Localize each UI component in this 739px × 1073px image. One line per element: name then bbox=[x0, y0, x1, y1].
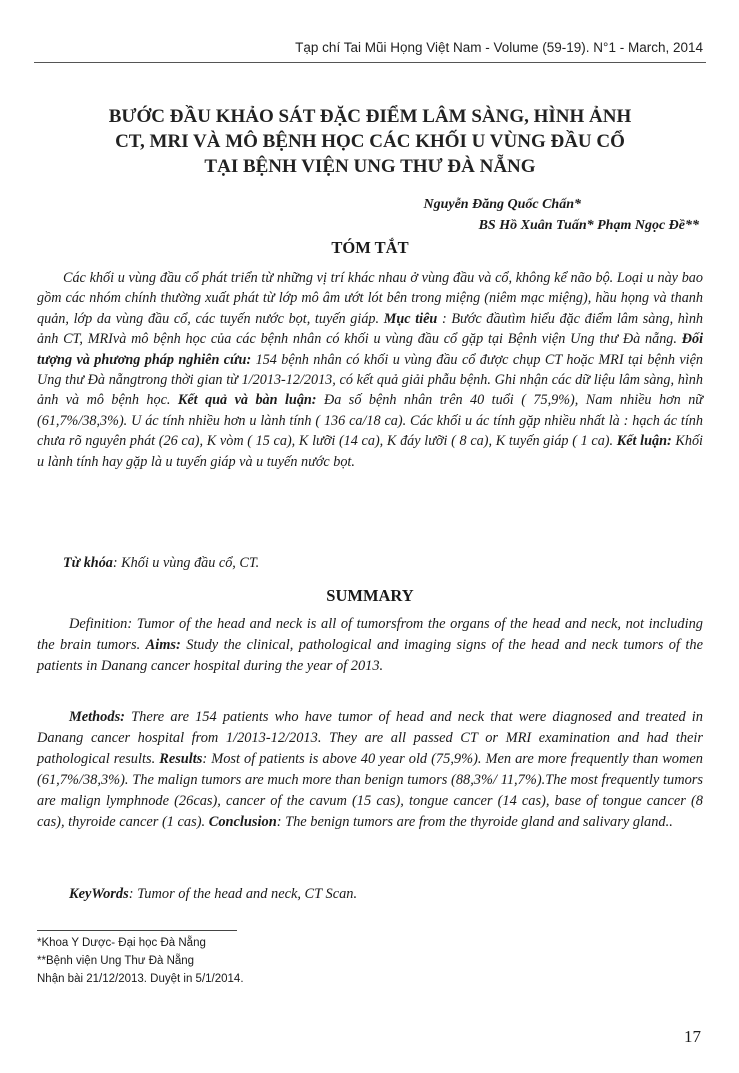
keywords-en bbox=[37, 884, 703, 905]
results-text-en: : Most of patients is above 40 year old (75,9%). Men are more frequently than women (61,7%/38,3%). The malign tumors are much more than benign tumors (88,3%/ 11,7%).The most frequently tumors are malign lymphnode (26cas), cancer of the cavum (15 cas), tongue cancer (14 cas), base of tongue cancer (8 cas), thyroide cancer (1 cas). bbox=[37, 751, 703, 830]
footnotes bbox=[37, 934, 437, 988]
abstract-methods: 154 bệnh nhân có khối u vùng đầu cổ được chụp CT hoặc MRI tại bệnh viện Ung thư Đà nẵngtrong thời gian từ 1/2013-12/2013, có kết quả giải phẫu bệnh. Ghi nhận các dữ liệu lâm sàng, hình ảnh và mô bệnh học. bbox=[37, 351, 704, 409]
page-number: 17 bbox=[684, 1027, 701, 1046]
header-rule bbox=[34, 62, 706, 63]
results-label-vi: Kết quả và bàn luận: bbox=[177, 392, 317, 409]
methods-label-vi: Đối tượng và phương pháp nghiên cứu: bbox=[37, 331, 704, 368]
title-line-2: CT, MRI VÀ MÔ BỆNH HỌC CÁC KHỐI U VÙNG ĐẦU CỔ bbox=[115, 131, 625, 152]
methods-label-en: Methods: bbox=[69, 709, 125, 725]
abstract-conclusion: Khối u lành tính hay gặp là u tuyến giáp và u tuyến nước bọt. bbox=[37, 433, 703, 470]
abstract-intro: Các khối u vùng đầu cổ phát triển từ những vị trí khác nhau ở vùng đầu và cổ, không kể não bộ. Loại u này bao gồm các nhóm chính thường xuất phát từ lớp mô âm ướt lót bên trong miệng (niêm mạc miệng), hầu họng và thanh quản, lớp da vùng đầu cổ, các tuyến nước bọt, tuyến giáp. bbox=[37, 270, 703, 327]
keywords-vi bbox=[37, 553, 703, 573]
conclusion-text-en: : The benign tumors are from the thyroide gland and salivary gland.. bbox=[276, 814, 673, 830]
definition-label: Definition bbox=[69, 616, 128, 632]
aims-text: Study the clinical, pathological and imaging signs of the head and neck tumors of the patients in Danang cancer hospital during the year of 2013. bbox=[37, 637, 703, 674]
abstract-aim: : Bước đầutìm hiểu đặc điểm lâm sàng, hình ảnh CT, MRIvà mô bệnh học của các bệnh nhân có khối u vùng đầu cổ gặp tại Bệnh viện Ung thư Đà nẵng. bbox=[37, 310, 704, 348]
footnote-affiliation-2: **Bệnh viện Ung Thư Đà Nẵng bbox=[37, 955, 195, 967]
methods-text-en: There are 154 patients who have tumor of head and neck that were diagnosed and treated in Danang cancer hospital from 1/2013-12/2013. They are all passed CT or MRI examination and had their pathological results. bbox=[37, 709, 703, 767]
keywords-text-vi: : Khối u vùng đầu cổ, CT. bbox=[112, 555, 260, 571]
aim-label: Mục tiêu bbox=[383, 310, 438, 327]
summary-heading: SUMMARY bbox=[326, 586, 414, 605]
title-line-3: TẠI BỆNH VIỆN UNG THƯ ĐÀ NẴNG bbox=[204, 156, 536, 177]
authors bbox=[299, 194, 699, 236]
footnote-affiliation-1: *Khoa Y Dược- Đại học Đà Nẵng bbox=[37, 937, 206, 949]
summary-paragraph-2 bbox=[37, 707, 703, 833]
title-line-1: BƯỚC ĐẦU KHẢO SÁT ĐẶC ĐIỂM LÂM SÀNG, HÌNH ẢNH bbox=[108, 106, 632, 127]
footnote-rule bbox=[37, 930, 237, 931]
aims-label: Aims: bbox=[145, 637, 181, 653]
conclusion-label-vi: Kết luận: bbox=[616, 433, 672, 450]
article-title bbox=[40, 104, 700, 179]
keywords-label-vi: Từ khóa bbox=[63, 555, 113, 571]
conclusion-label-en: Conclusion bbox=[208, 814, 277, 830]
journal-header: Tạp chí Tai Mũi Họng Việt Nam - Volume (59-19). N°1 - March, 2014 bbox=[295, 40, 703, 55]
author-line-2: BS Hồ Xuân Tuấn* Phạm Ngọc Đề** bbox=[478, 218, 699, 233]
results-label-en: Results bbox=[159, 751, 203, 767]
author-line-1: Nguyễn Đăng Quốc Chấn* bbox=[423, 197, 581, 212]
summary-paragraph-1 bbox=[37, 614, 703, 677]
definition-text: : Tumor of the head and neck is all of tumorsfrom the organs of the head and neck, not including the brain tumors. bbox=[37, 616, 703, 653]
keywords-text-en: : Tumor of the head and neck, CT Scan. bbox=[128, 886, 358, 902]
footnote-dates: Nhận bài 21/12/2013. Duyệt in 5/1/2014. bbox=[37, 973, 244, 985]
keywords-label-en: KeyWords bbox=[69, 886, 129, 902]
abstract-heading: TÓM TẮT bbox=[331, 238, 409, 257]
abstract-paragraph bbox=[37, 268, 703, 472]
abstract-results: Đa số bệnh nhân trên 40 tuổi ( 75,9%), Nam nhiều hơn nữ (61,7%/38,3%). U ác tính nhiều hơn u lành tính ( 136 ca/18 ca). Các khối u ác tính gặp nhiều nhất là : hạch ác tính chưa rõ nguyên phát (26 ca), K vòm ( 15 ca), K lưỡi (14 ca), K đáy lưỡi ( 8 ca), K tuyến giáp ( 1 ca). bbox=[37, 392, 704, 450]
